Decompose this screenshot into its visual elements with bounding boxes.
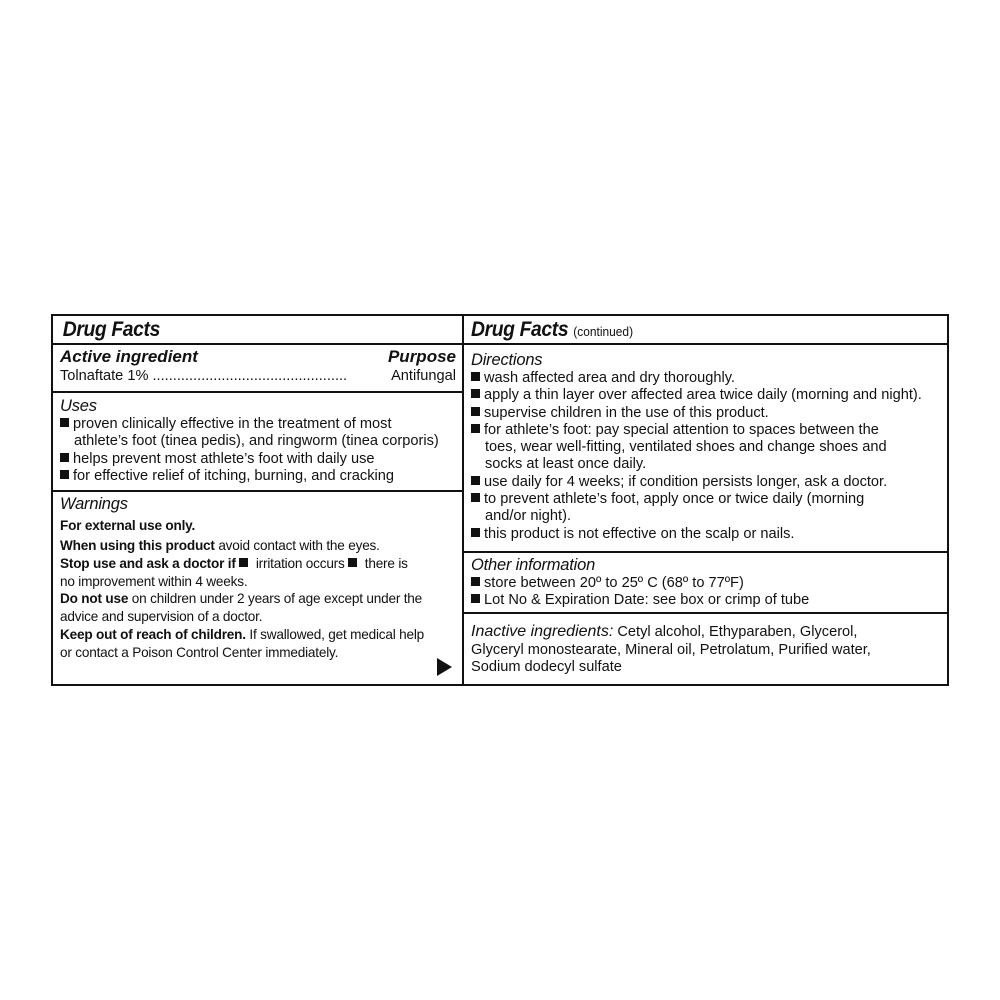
inactive-ingredients-line: Sodium dodecyl sulfate [471,659,622,675]
drug-facts-left-column [53,316,464,684]
do-not-use-warning: Do not use on children under 2 years of age except under the [60,591,423,607]
inactive-ingredients-section [464,623,947,677]
purpose-heading: Purpose [387,347,456,366]
uses-divider [53,490,462,492]
directions-item-continued: and/or night). [485,508,571,525]
bullet-square-icon [471,528,480,537]
directions-section [464,351,947,543]
directions-heading: Directions [471,351,543,369]
bullet-square-icon [471,476,480,485]
bullet-square-icon [239,558,248,567]
inactive-ingredients-line: Inactive ingredients: Cetyl alcohol, Ethyparaben, Glycerol, [471,623,858,640]
uses-item-continued: athlete’s foot (tinea pedis), and ringworm (tinea corporis) [74,433,439,450]
warnings-section [53,495,462,661]
directions-item: apply a thin layer over affected area twice daily (morning and night). [471,387,941,404]
uses-item: proven clinically effective in the treatment of most [60,416,456,433]
bullet-square-icon [471,493,480,502]
uses-item: for effective relief of itching, burning, and cracking [60,468,456,485]
directions-item-continued: toes, wear well-fitting, ventilated shoes and change shoes and [485,439,887,456]
bullet-square-icon [60,418,69,427]
keep-out-warning: Keep out of reach of children. If swallowed, get medical help [60,627,425,643]
bullet-square-icon [471,577,480,586]
do-not-use-warning-continued: advice and supervision of a doctor. [60,608,263,624]
directions-item-continued: socks at least once daily. [485,456,647,473]
uses-section [53,397,462,485]
inactive-ingredients-line: Glyceryl monostearate, Mineral oil, Petrolatum, Purified water, [471,641,871,658]
other-information-heading: Other information [471,556,596,574]
bullet-square-icon [471,424,480,433]
title-divider [53,343,462,345]
bullet-square-icon [471,594,480,603]
directions-item: supervise children in the use of this product. [471,405,941,422]
warnings-heading: Warnings [60,495,128,513]
drug-facts-title: Drug Facts [62,318,160,341]
other-information-item: Lot No & Expiration Date: see box or crimp of tube [471,592,941,609]
directions-item: wash affected area and dry thoroughly. [471,370,941,387]
stop-use-warning-continued: no improvement within 4 weeks. [60,573,248,589]
continued-arrow-icon [437,658,452,676]
uses-heading: Uses [60,397,97,415]
bullet-square-icon [471,389,480,398]
other-information-divider [464,612,947,614]
drug-facts-right-column [464,316,947,684]
active-ingredient-purpose: Antifungal [391,368,456,384]
drug-facts-continued-title-section [464,318,947,342]
external-use-warning: For external use only. [60,518,196,533]
bullet-square-icon [348,558,357,567]
when-using-warning: When using this product avoid contact with the eyes. [60,537,380,553]
active-ingredient-section [53,347,462,385]
bullet-square-icon [471,372,480,381]
directions-item: use daily for 4 weeks; if condition persists longer, ask a doctor. [471,474,941,491]
bullet-square-icon [60,470,69,479]
stop-use-warning: Stop use and ask a doctor if irritation occurs there is [60,556,408,572]
directions-divider [464,551,947,553]
drug-facts-continued-title: Drug Facts (continued) [471,318,634,341]
drug-facts-title-section [53,318,462,342]
other-information-item: store between 20º to 25º C (68º to 77ºF) [471,575,941,592]
directions-item: this product is not effective on the scalp or nails. [471,526,941,543]
bullet-square-icon [60,453,69,462]
title-divider [464,343,947,345]
bullet-square-icon [471,407,480,416]
active-ingredient-name: Tolnaftate 1% ................................................ [60,368,348,384]
uses-item: helps prevent most athlete’s foot with daily use [60,451,456,468]
active-ingredient-heading: Active ingredient [60,347,198,366]
active-divider [53,391,462,393]
directions-item: for athlete’s foot: pay special attention to spaces between the [471,422,941,439]
other-information-section [464,556,947,610]
keep-out-warning-continued: or contact a Poison Control Center immediately. [60,644,339,660]
drug-facts-label [51,314,949,686]
inactive-ingredients-heading: Inactive ingredients: [471,623,614,640]
directions-item: to prevent athlete’s foot, apply once or twice daily (morning [471,491,941,508]
